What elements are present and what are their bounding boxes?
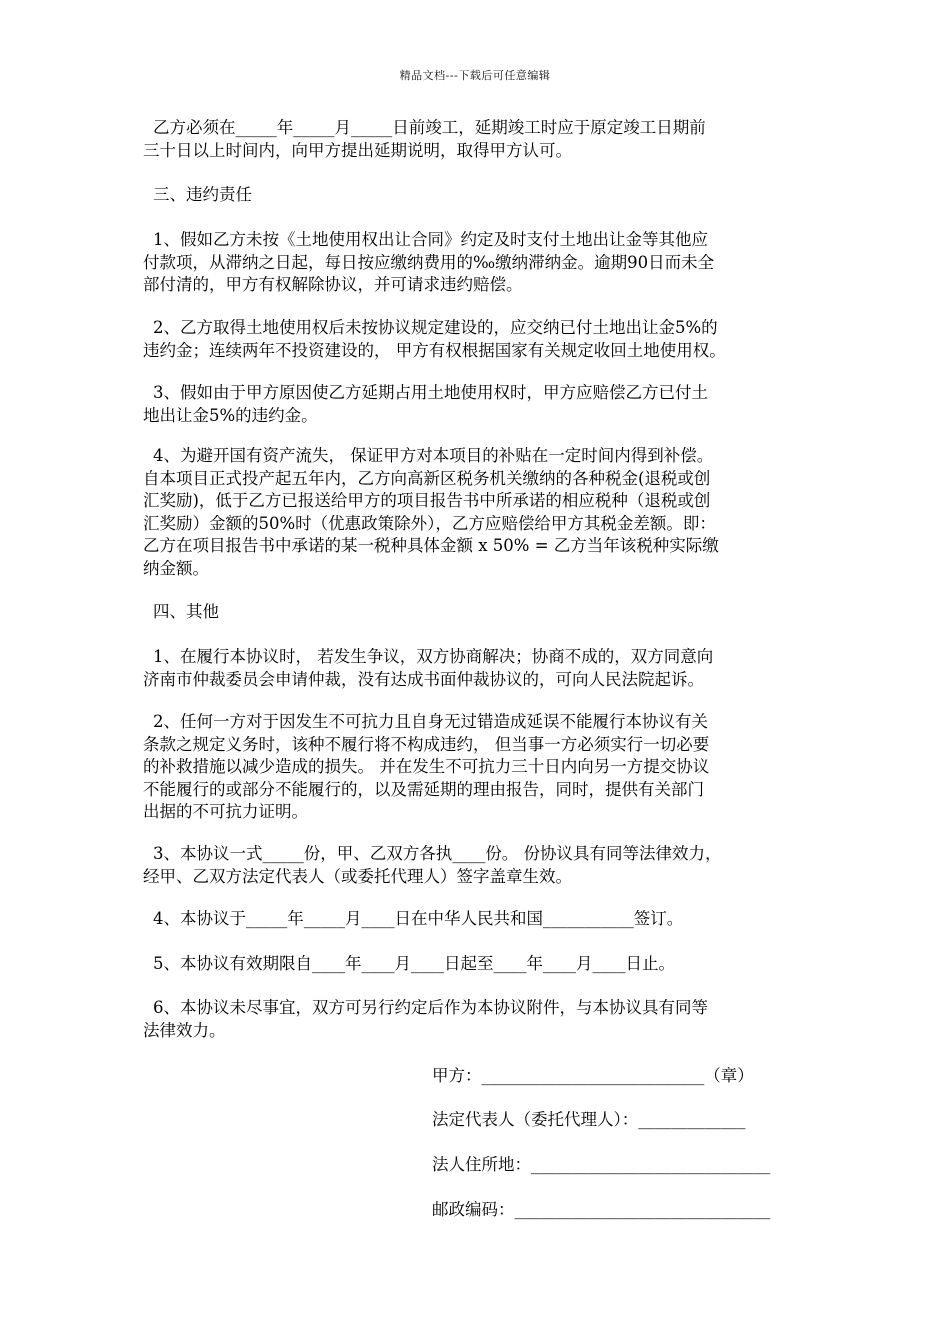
clause-4-3 <box>143 843 815 888</box>
clause-3-2 <box>143 317 815 362</box>
text-line: 6、本协议未尽事宜，双方可另行约定后作为本协议附件，与本协议具有同等 <box>153 998 708 1017</box>
clause-3-3 <box>143 382 815 427</box>
text-line: 出据的不可抗力证明。 <box>143 802 308 821</box>
clause-3-4 <box>143 445 815 580</box>
text-line: 部付清的，甲方有权解除协议，并可请求违约赔偿。 <box>143 275 523 294</box>
text-line: 汇奖励）金额的50%时（优惠政策除外），乙方应赔偿给甲方其税金差额。即： <box>143 513 716 533</box>
text-line: 的补救措施以减少造成的损失。 并在发生不可抗力三十日内向另一方提交协议 <box>143 757 710 776</box>
text-line: 2、乙方取得土地使用权后未按协议规定建设的，应交纳已付土地出让金5%的 <box>153 318 718 337</box>
text-line: 条款之规定义务时，该种不履行将不构成违约， 但当事一方必须实行一切必要 <box>143 734 710 754</box>
paragraph-completion <box>143 117 815 162</box>
text-line: 4、本协议于_____年_____月____日在中华人民共和国___________签订。 <box>153 909 684 928</box>
clause-4-4 <box>143 908 815 931</box>
clause-3-1 <box>143 229 815 297</box>
text-line: 乙方必须在_____年_____月_____日前竣工，延期竣工时应于原定竣工日期前 <box>153 118 706 137</box>
clause-4-6 <box>143 997 815 1042</box>
text-line: 不能履行的或部分不能履行的，以及需延期的理由报告，同时，提供有关部门 <box>143 779 704 799</box>
signature-party-a: 甲方：___________________________（章） <box>432 1066 754 1085</box>
text-line: 汇奖励)，低于乙方已报送给甲方的项目报告书中所承诺的相应税种（退税或创 <box>143 491 711 510</box>
clause-4-5 <box>143 953 815 976</box>
text-line: 2、任何一方对于因发生不可抗力且自身无过错造成延误不能履行本协议有关 <box>153 712 708 731</box>
text-line: 1、在履行本协议时， 若发生争议，双方协商解决；协商不成的，双方同意向 <box>153 647 714 666</box>
clause-4-1 <box>143 646 815 691</box>
text-line: 5、本协议有效期限自____年____月____日起至____年____月____日止。 <box>153 954 675 973</box>
text-line: 纳金额。 <box>143 558 209 578</box>
text-line: 经甲、乙双方法定代表人（或委托代理人）签字盖章生效。 <box>143 866 572 886</box>
text-line: 三十日以上时间内，向甲方提出延期说明，取得甲方认可。 <box>143 140 572 160</box>
text-line: 3、本协议一式_____份，甲、乙双方各执____份。 份协议具有同等法律效力， <box>153 844 722 863</box>
signature-address: 法人住所地：_____________________________ <box>432 1155 771 1174</box>
text-line: 地出让金5%的违约金。 <box>143 405 318 425</box>
text-line: 济南市仲裁委员会申请仲裁，没有达成书面仲裁协议的，可向人民法院起诉。 <box>143 669 704 689</box>
text-line: 付款项，从滞纳之日起，每日按应缴纳费用的‰缴纳滞纳金。逾期90日而未全 <box>143 252 715 272</box>
text-line: 1、假如乙方未按《土地使用权出让合同》约定及时支付土地出让金等其他应 <box>153 230 708 249</box>
text-line: 乙方在项目报告书中承诺的某一税种具体金额 x 50% = 乙方当年该税种实际缴 <box>143 536 719 555</box>
text-line: 法律效力。 <box>143 1020 226 1040</box>
text-line: 三、违约责任 <box>153 185 252 204</box>
signature-legal-rep: 法定代表人（委托代理人）：_____________ <box>432 1110 746 1129</box>
text-line: 四、其他 <box>153 602 219 621</box>
signature-postcode: 邮政编码：_______________________________ <box>432 1200 771 1219</box>
section-title-breach <box>143 184 815 207</box>
text-line: 3、假如由于甲方原因使乙方延期占用土地使用权时，甲方应赔偿乙方已付土 <box>153 383 708 402</box>
section-title-other <box>143 601 815 624</box>
text-line: 自本项目正式投产起五年内，乙方向高新区税务机关缴纳的各种税金(退税或创 <box>143 468 711 488</box>
text-line: 违约金；连续两年不投资建设的， 甲方有权根据国家有关规定收回土地使用权。 <box>143 340 726 360</box>
page-header: 精品文档---下载后可任意编辑 <box>399 69 551 82</box>
text-line: 4、为避开国有资产流失， 保证甲方对本项目的补贴在一定时间内得到补偿。 <box>153 446 714 465</box>
clause-4-2 <box>143 711 815 824</box>
